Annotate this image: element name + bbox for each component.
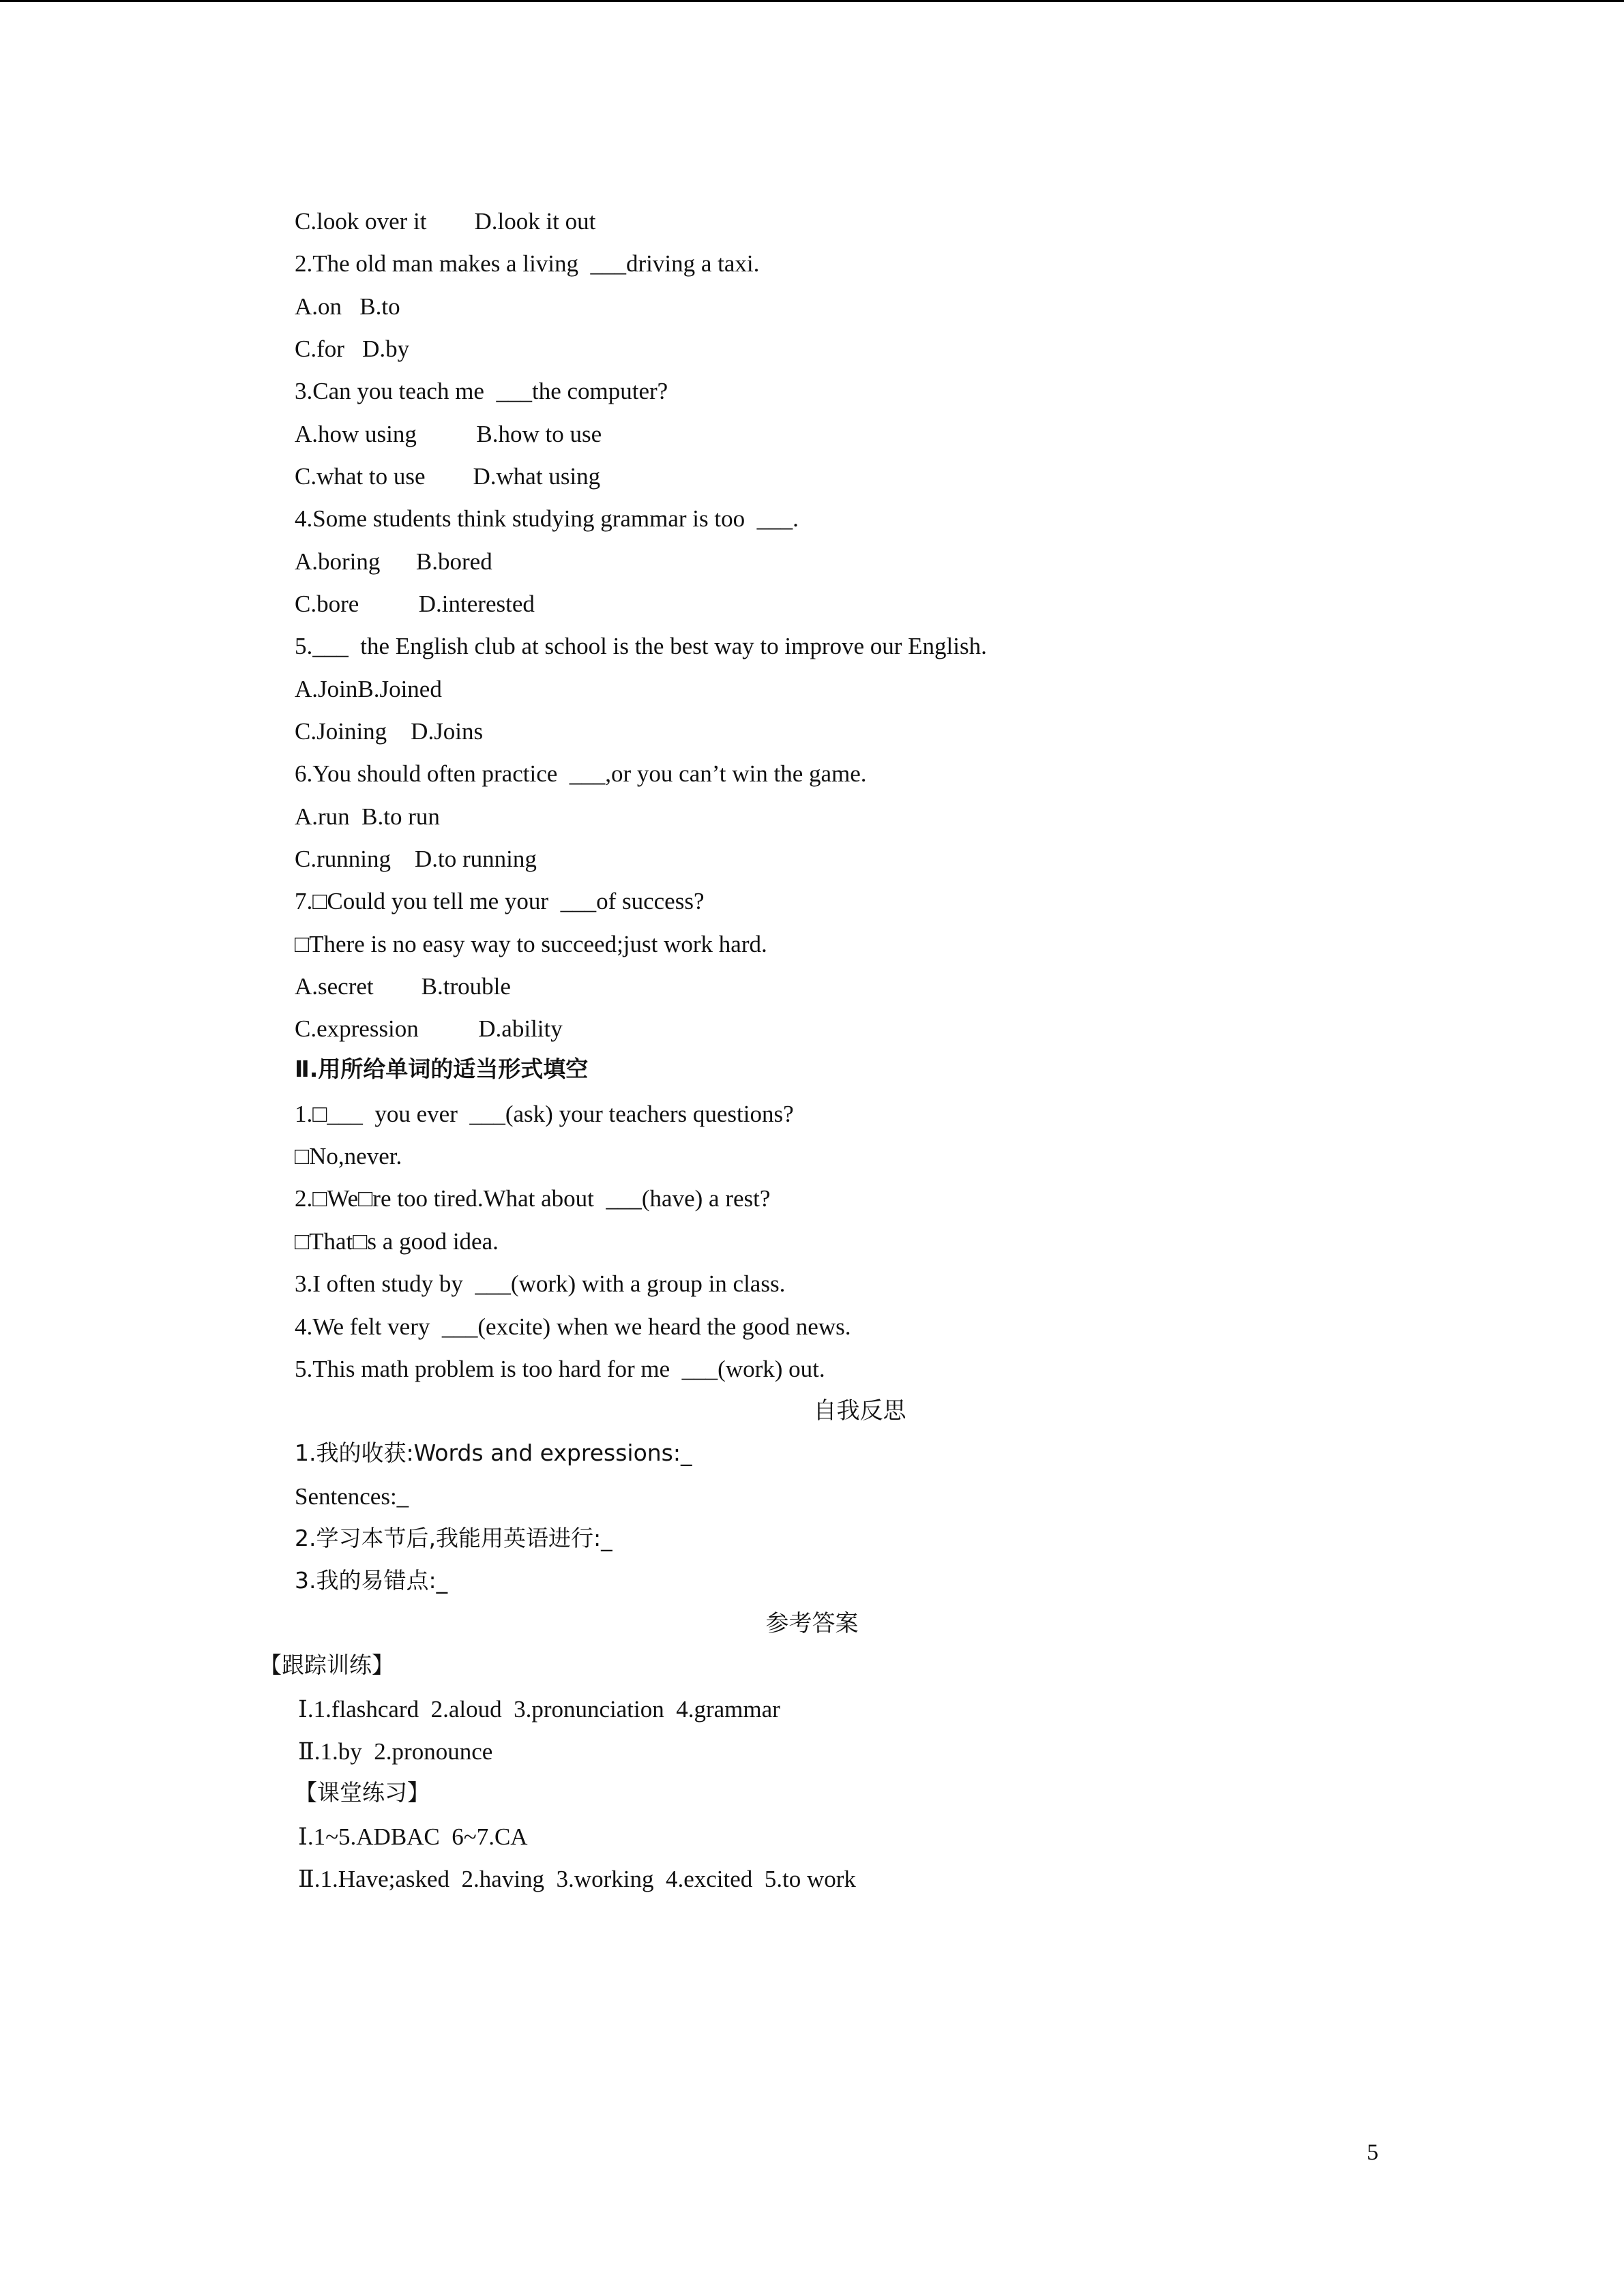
tracking-answers-2: Ⅱ.1.by 2.pronounce bbox=[298, 1738, 493, 1765]
reflection-sentences: Sentences:_ bbox=[295, 1483, 409, 1510]
question-3: 3.Can you teach me ___the computer? bbox=[295, 378, 668, 404]
classroom-answers-2: Ⅱ.1.Have;asked 2.having 3.working 4.excited 5.to work bbox=[298, 1866, 856, 1892]
section-2-q2-reply: □That□s a good idea. bbox=[295, 1228, 499, 1255]
classroom-practice-header: 【课堂练习】 bbox=[295, 1779, 430, 1806]
section-2-question-2: 2.□We□re too tired.What about ___(have) a rest? bbox=[295, 1185, 771, 1212]
section-2-question-5: 5.This math problem is too hard for me ___(work) out. bbox=[295, 1356, 825, 1382]
q7-options-cd: C.expression D.ability bbox=[295, 1015, 563, 1042]
question-4: 4.Some students think studying grammar is too ___. bbox=[295, 505, 799, 532]
q5-options-cd: C.Joining D.Joins bbox=[295, 718, 484, 745]
question-5: 5.___ the English club at school is the best way to improve our English. bbox=[295, 633, 987, 659]
question-2: 2.The old man makes a living ___driving a taxi. bbox=[295, 250, 760, 277]
q7-options-ab: A.secret B.trouble bbox=[295, 973, 511, 1000]
q7-reply: □There is no easy way to succeed;just work hard. bbox=[295, 931, 767, 957]
section-2-heading: Ⅱ.用所给单词的适当形式填空 bbox=[295, 1056, 589, 1082]
q3-options-ab: A.how using B.how to use bbox=[295, 421, 602, 447]
classroom-answers-1: Ⅰ.1~5.ADBAC 6~7.CA bbox=[298, 1823, 528, 1850]
reflection-item-1: 1.我的收获:Words and expressions:_ bbox=[295, 1440, 692, 1466]
q3-options-cd: C.what to use D.what using bbox=[295, 463, 601, 490]
q1-options-cd: C.look over it D.look it out bbox=[295, 208, 596, 235]
q6-options-ab: A.run B.to run bbox=[295, 803, 440, 830]
section-2-q1-reply: □No,never. bbox=[295, 1143, 402, 1169]
question-7: 7.□Could you tell me your ___of success? bbox=[295, 888, 705, 914]
tracking-training-header: 【跟踪训练】 bbox=[259, 1652, 394, 1678]
reflection-title: 自我反思 bbox=[813, 1397, 906, 1425]
q2-options-ab: A.on B.to bbox=[295, 293, 400, 320]
section-2-question-1: 1.□___ you ever ___(ask) your teachers questions? bbox=[295, 1101, 794, 1127]
q4-options-ab: A.boring B.bored bbox=[295, 548, 492, 575]
tracking-answers-1: Ⅰ.1.flashcard 2.aloud 3.pronunciation 4.grammar bbox=[298, 1696, 780, 1723]
q5-options-ab: A.JoinB.Joined bbox=[295, 676, 442, 702]
page-number: 5 bbox=[1367, 2140, 1378, 2165]
q2-options-cd: C.for D.by bbox=[295, 336, 410, 362]
q4-options-cd: C.bore D.interested bbox=[295, 591, 535, 617]
question-6: 6.You should often practice ___,or you can’t win the game. bbox=[295, 760, 867, 787]
q6-options-cd: C.running D.to running bbox=[295, 846, 537, 872]
reflection-item-3: 3.我的易错点:_ bbox=[295, 1567, 448, 1594]
answers-title: 参考答案 bbox=[765, 1610, 859, 1637]
section-2-question-3: 3.I often study by ___(work) with a group in class. bbox=[295, 1270, 786, 1297]
reflection-item-2: 2.学习本节后,我能用英语进行:_ bbox=[295, 1525, 612, 1551]
section-2-question-4: 4.We felt very ___(excite) when we heard the good news. bbox=[295, 1313, 851, 1340]
